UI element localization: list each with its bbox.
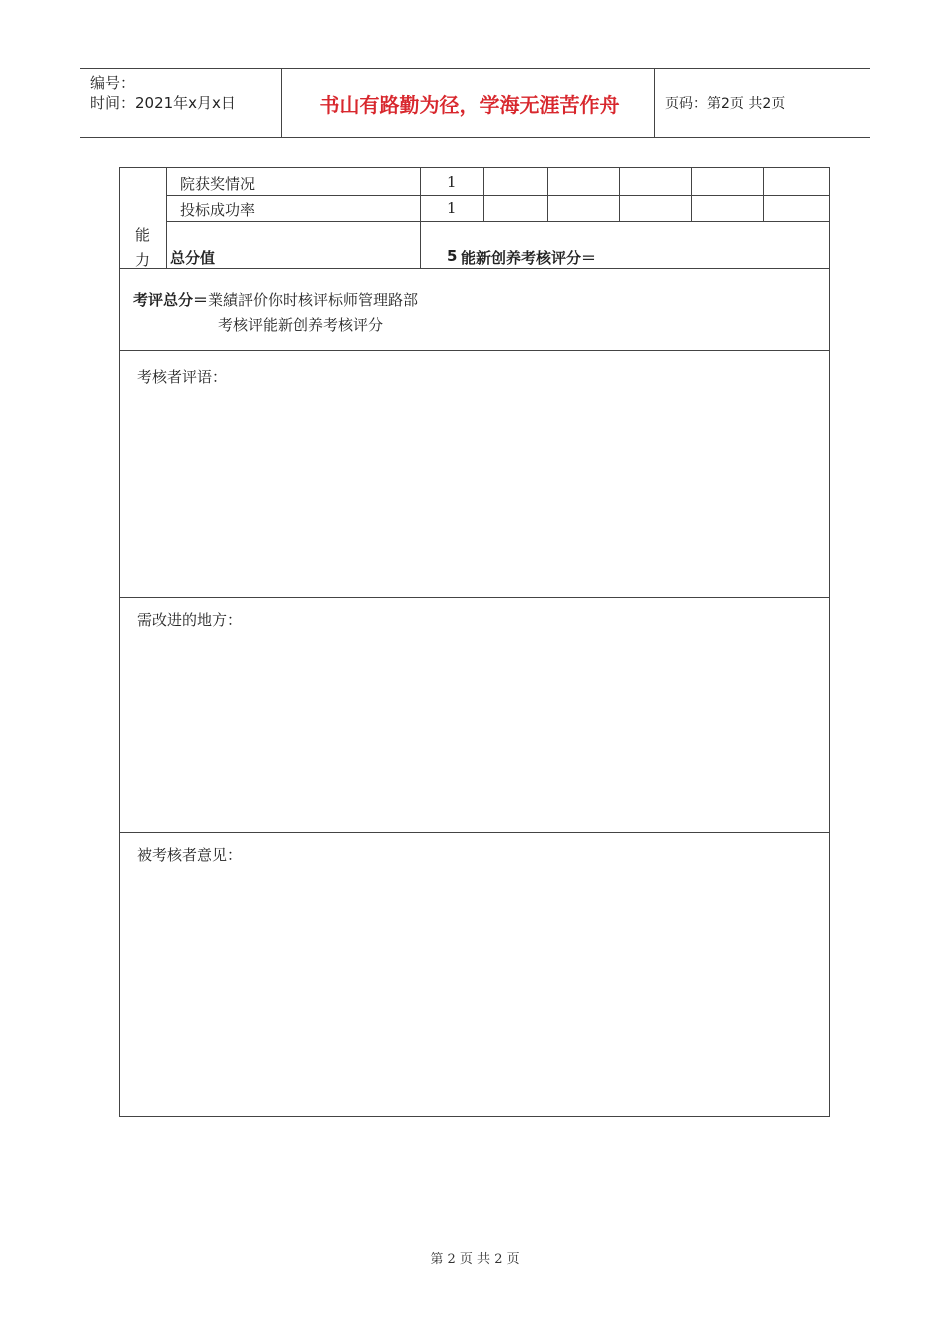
summary-line-2: 考核评能新创养考核评分 bbox=[218, 316, 384, 334]
header-divider bbox=[281, 69, 282, 137]
row-divider bbox=[166, 221, 829, 222]
col-divider bbox=[420, 168, 421, 268]
date-label: 时间：2021年x月x日 bbox=[90, 94, 236, 112]
document-header bbox=[80, 68, 870, 138]
header-divider bbox=[654, 69, 655, 137]
header-motto: 书山有路勤为径，学海无涯苦作舟 bbox=[319, 93, 620, 117]
row-divider bbox=[120, 832, 829, 833]
col-divider bbox=[691, 168, 692, 221]
category-char: 力 bbox=[135, 251, 151, 269]
reviewer-comments-label: 考核者评语： bbox=[137, 368, 228, 386]
row-weight: 1 bbox=[447, 199, 457, 217]
row-divider bbox=[120, 268, 829, 269]
col-divider bbox=[763, 168, 764, 221]
page-footer: 第 2 页 共 2 页 bbox=[430, 1252, 520, 1267]
evaluation-form bbox=[119, 167, 830, 1117]
row-item-label: 院获奖情况 bbox=[180, 175, 256, 193]
row-divider bbox=[120, 350, 829, 351]
total-label: 总分值 bbox=[170, 249, 216, 267]
col-divider bbox=[547, 168, 548, 221]
reviewee-opinion-label: 被考核者意见： bbox=[137, 846, 243, 864]
col-divider bbox=[483, 168, 484, 221]
page-number-label: 页码：第2页 共2页 bbox=[665, 96, 786, 112]
total-value: 5 bbox=[447, 247, 458, 265]
row-divider bbox=[166, 195, 829, 196]
category-char: 能 bbox=[135, 226, 151, 244]
total-note: 能新创养考核评分＝ bbox=[461, 249, 597, 267]
summary-formula: 業績評价你时核评标师管理路部 bbox=[208, 291, 419, 309]
row-weight: 1 bbox=[447, 173, 457, 191]
col-divider bbox=[619, 168, 620, 221]
header-meta bbox=[90, 73, 236, 113]
summary-total-label: 考评总分＝ bbox=[133, 291, 209, 309]
code-label: 编号： bbox=[90, 74, 136, 92]
col-divider bbox=[166, 168, 167, 268]
row-divider bbox=[120, 597, 829, 598]
improvements-label: 需改进的地方： bbox=[137, 611, 243, 629]
row-item-label: 投标成功率 bbox=[180, 201, 256, 219]
summary-line-1 bbox=[133, 289, 418, 310]
